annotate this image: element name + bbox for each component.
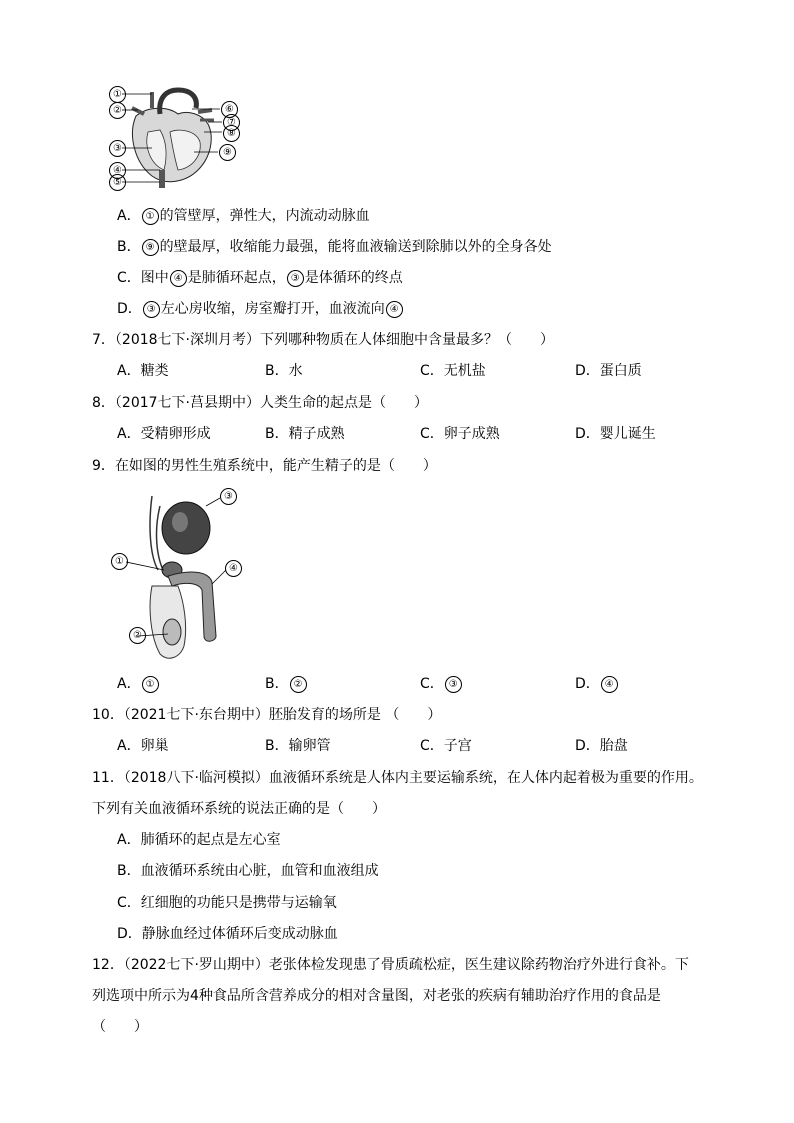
- q10-option-c[interactable]: C．子宫: [420, 738, 472, 754]
- option-text: 是肺循环起点，: [187, 270, 286, 286]
- q8-option-d[interactable]: D．婴儿诞生: [575, 426, 656, 442]
- reproductive-label-3: ③: [220, 488, 237, 505]
- q7-option-d[interactable]: D．蛋白质: [575, 363, 642, 379]
- option-text: 图中: [140, 270, 169, 286]
- q6-option-b[interactable]: [117, 237, 552, 257]
- q8-option-c[interactable]: C．卵子成熟: [420, 426, 500, 442]
- heart-label-3: ③: [109, 140, 126, 157]
- q12-stem-line2: 列选项中所示为4种食品所含营养成分的相对含量图，对老张的疾病有辅助治疗作用的食品是: [92, 988, 661, 1004]
- option-text: 的管壁厚，弹性大，内流动动脉血: [159, 208, 370, 224]
- q12-stem-line3: （ ）: [92, 1019, 148, 1035]
- reproductive-label-2: ②: [129, 627, 146, 644]
- q6-option-a[interactable]: [117, 206, 370, 226]
- circled-number: ⑨: [142, 239, 159, 256]
- option-text: 的壁最厚，收缩能力最强，能将血液输送到除肺以外的全身各处: [159, 239, 552, 255]
- circled-number: ①: [142, 208, 159, 225]
- circled-number: ④: [386, 301, 403, 318]
- option-letter: A．: [117, 208, 141, 224]
- reproductive-figure: [108, 486, 248, 666]
- q8-option-a[interactable]: A．受精卵形成: [117, 426, 211, 442]
- circled-number: ①: [142, 676, 159, 693]
- option-letter: B．: [117, 239, 141, 255]
- q9-option-a[interactable]: [117, 674, 160, 694]
- q10-option-a[interactable]: A．卵巢: [117, 738, 169, 754]
- heart-label-5: ⑤: [109, 174, 126, 191]
- option-letter: B．: [265, 676, 289, 692]
- circled-number: ③: [445, 676, 462, 693]
- heart-figure: [108, 84, 238, 192]
- q10-option-b[interactable]: B．输卵管: [265, 738, 331, 754]
- option-letter: D．: [117, 301, 142, 317]
- q6-option-d[interactable]: [117, 299, 404, 319]
- q11-stem-line1: 11．（2018八下·临河模拟）血液循环系统是人体内主要运输系统，在人体内起着极为重要的作用。: [92, 770, 703, 786]
- q9-option-c[interactable]: [420, 674, 463, 694]
- q7-option-a[interactable]: A．糖类: [117, 363, 169, 379]
- circled-number: ④: [170, 270, 187, 287]
- option-letter: A．: [117, 676, 141, 692]
- heart-label-7: ⑦: [223, 114, 240, 131]
- q9-stem: 9．在如图的男性生殖系统中，能产生精子的是（ ）: [92, 458, 437, 474]
- option-letter: C．: [420, 676, 444, 692]
- q12-stem-line1: 12．（2022七下·罗山期中）老张体检发现患了骨质疏松症，医生建议除药物治疗外进行食补。下: [92, 957, 689, 973]
- q11-option-b[interactable]: B．血液循环系统由心脏，血管和血液组成: [117, 863, 379, 879]
- q10-option-d[interactable]: D．胎盘: [575, 738, 628, 754]
- heart-label-6: ⑥: [221, 101, 238, 118]
- q11-stem-line2: 下列有关血液循环系统的说法正确的是（ ）: [92, 801, 386, 817]
- q9-option-d[interactable]: [575, 674, 619, 694]
- q8-stem: 8．（2017七下·莒县期中）人类生命的起点是（ ）: [92, 395, 428, 411]
- option-letter: C．: [117, 270, 141, 286]
- reproductive-label-1: ①: [111, 553, 128, 570]
- q8-option-b[interactable]: B．精子成熟: [265, 426, 345, 442]
- heart-label-8: ⑧: [223, 125, 240, 142]
- heart-label-1: ①: [109, 86, 126, 103]
- heart-label-2: ②: [109, 102, 126, 119]
- q11-option-d[interactable]: D．静脉血经过体循环后变成动脉血: [117, 926, 338, 942]
- circled-number: ③: [287, 270, 304, 287]
- q7-option-b[interactable]: B．水: [265, 363, 303, 379]
- q11-option-a[interactable]: A．肺循环的起点是左心室: [117, 832, 281, 848]
- q6-option-c[interactable]: [117, 268, 403, 288]
- option-text: 是体循环的终点: [304, 270, 403, 286]
- heart-label-4: ④: [109, 162, 126, 179]
- option-letter: D．: [575, 676, 600, 692]
- circled-number: ④: [601, 676, 618, 693]
- heart-diagram: [108, 84, 238, 192]
- heart-label-9: ⑨: [219, 144, 236, 161]
- reproductive-label-4: ④: [225, 560, 242, 577]
- q7-option-c[interactable]: C．无机盐: [420, 363, 486, 379]
- q10-stem: 10．（2021七下·东台期中）胚胎发育的场所是 （ ）: [92, 707, 442, 723]
- option-text: 左心房收缩，房室瓣打开，血液流向: [160, 301, 385, 317]
- circled-number: ③: [143, 301, 160, 318]
- q9-option-b[interactable]: [265, 674, 308, 694]
- q11-option-c[interactable]: C．红细胞的功能只是携带与运输氧: [117, 895, 337, 911]
- circled-number: ②: [290, 676, 307, 693]
- q7-stem: 7．（2018七下·深圳月考）下列哪种物质在人体细胞中含量最多？（ ）: [92, 332, 554, 348]
